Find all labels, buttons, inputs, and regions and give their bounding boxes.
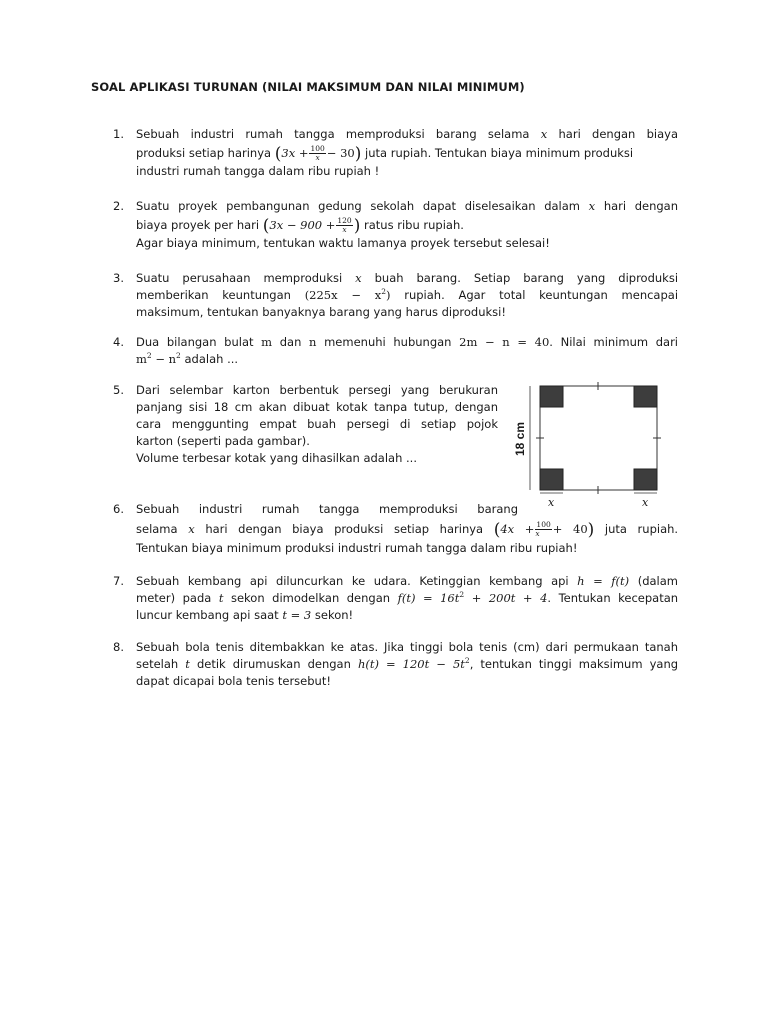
- question-line: biaya proyek per hari (3x − 900 + $\frac{120}{x}$ ) ratus ribu rupiah.: [136, 216, 464, 236]
- question-line: Agar biaya minimum, tentukan waktu lamanya proyek tersebut selesai!: [136, 236, 550, 250]
- question-line: Sebuah industri rumah tangga memproduksi barang selama x hari dengan biaya: [136, 127, 678, 141]
- cut-label-left: x: [548, 496, 555, 509]
- question-line: Sebuah industri rumah tangga memproduksi barang: [136, 502, 518, 516]
- question-number: 3.: [113, 271, 124, 285]
- corner-cut-bottom-right: [634, 469, 657, 490]
- question-number: 1.: [113, 127, 124, 141]
- question-number: 5.: [113, 383, 124, 397]
- question-line: memberikan keuntungan $(225x - x^2)$ rupiah. Agar total keuntungan mencapai: [136, 287, 678, 302]
- question-line: karton (seperti pada gambar).: [136, 434, 310, 448]
- question-line: Sebuah kembang api diluncurkan ke udara. Ketinggian kembang api h = f(t) (dalam: [136, 574, 678, 588]
- question-number: 4.: [113, 335, 124, 349]
- question-line: Suatu proyek pembangunan gedung sekolah dapat diselesaikan dalam x hari dengan: [136, 199, 678, 213]
- side-length-label: 18 cm: [513, 421, 527, 456]
- question-line: Sebuah bola tenis ditembakkan ke atas. Jika tinggi bola tenis (cm) dari permukaan tanah: [136, 640, 678, 654]
- question-7: [113, 573, 678, 624]
- corner-cut-top-right: [634, 386, 657, 407]
- question-line: dapat dicapai bola tenis tersebut!: [136, 674, 331, 688]
- question-line: produksi setiap harinya (3x + $\frac{100}{x}$ − 30) juta rupiah. Tentukan biaya minimum produksi: [136, 144, 634, 164]
- question-line: Dari selembar karton berbentuk persegi yang berukuran: [136, 383, 498, 397]
- question-line: Dua bilangan bulat m dan n memenuhi hubungan 2m − n = 40. Nilai minimum dari: [136, 335, 678, 349]
- question-line: Tentukan biaya minimum produksi industri rumah tangga dalam ribu rupiah!: [136, 541, 578, 555]
- corner-cut-top-left: [540, 386, 563, 407]
- cut-label-right: x: [642, 496, 649, 509]
- question-number: 2.: [113, 199, 124, 213]
- question-line: setelah t detik dirumuskan dengan $h(t) = 120t - 5t^2$, tentukan tinggi maksimum yang: [136, 656, 678, 671]
- question-number: 6.: [113, 502, 124, 516]
- question-line: selama x hari dengan biaya produksi setiap harinya (4x + $\frac{100}{x}$ + 40) juta rupiah.: [136, 520, 678, 540]
- fraction: $\frac{100}{x}$: [535, 520, 551, 538]
- question-line: industri rumah tangga dalam ribu rupiah !: [136, 164, 380, 178]
- question-4: [113, 334, 678, 368]
- question-8: [113, 639, 678, 690]
- question-number: 8.: [113, 640, 124, 654]
- corner-cut-bottom-left: [540, 469, 563, 490]
- worksheet-title: SOAL APLIKASI TURUNAN (NILAI MAKSIMUM DAN NILAI MINIMUM): [91, 80, 525, 94]
- question-3: [113, 270, 678, 321]
- question-line: cara menggunting empat buah persegi di setiap pojok: [136, 417, 498, 431]
- question-line: maksimum, tentukan banyaknya barang yang harus diproduksi!: [136, 305, 506, 319]
- question-5: [113, 382, 498, 467]
- question-6: [113, 501, 678, 557]
- cardboard-box-diagram: [508, 378, 674, 512]
- question-line: meter) pada t sekon dimodelkan dengan $f(t) = 16t^2 + 200t + 4$. Tentukan kecepatan: [136, 590, 678, 605]
- question-1: [113, 126, 678, 180]
- question-number: 7.: [113, 574, 124, 588]
- question-line: Volume terbesar kotak yang dihasilkan adalah ...: [136, 451, 417, 465]
- fraction: $\frac{120}{x}$: [337, 216, 352, 234]
- question-line: Suatu perusahaan memproduksi x buah barang. Setiap barang yang diproduksi: [136, 271, 678, 285]
- question-2: [113, 198, 678, 252]
- question-line: luncur kembang api saat t = 3 sekon!: [136, 608, 354, 622]
- question-line: panjang sisi 18 cm akan dibuat kotak tanpa tutup, dengan: [136, 400, 498, 414]
- question-line: $m^2 - n^2$ adalah ...: [136, 351, 239, 366]
- fraction: $\frac{100}{x}$: [310, 144, 325, 162]
